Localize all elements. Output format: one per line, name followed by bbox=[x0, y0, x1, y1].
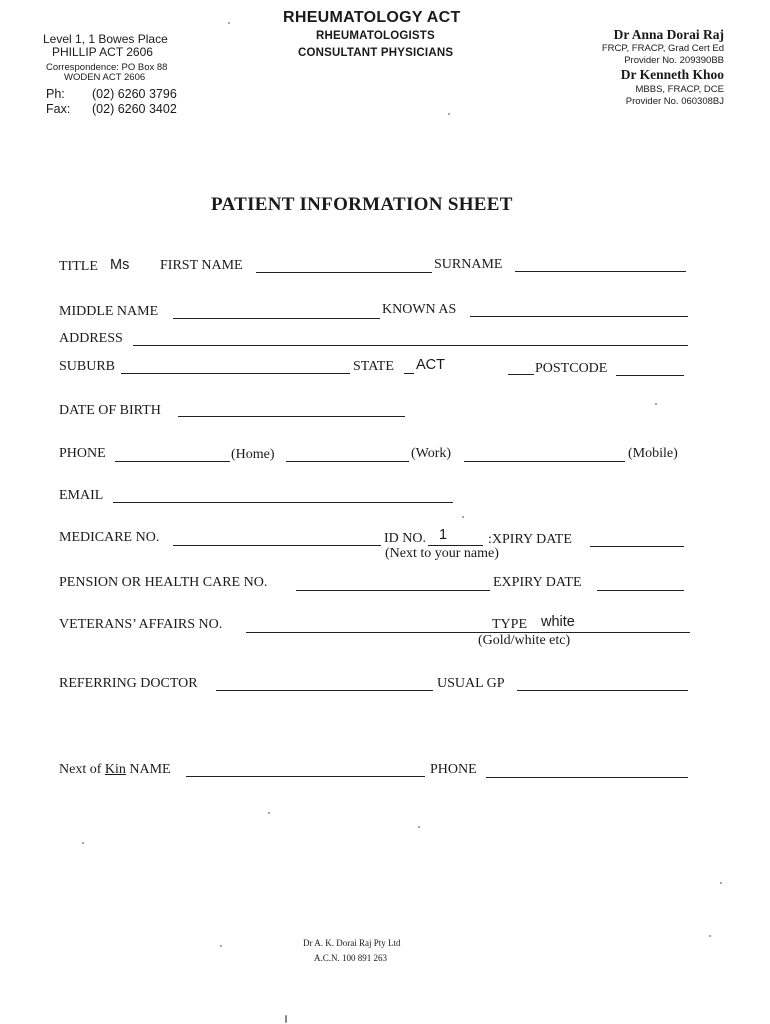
date-of-birth-label: DATE OF BIRTH bbox=[59, 403, 161, 418]
address-line-1: Level 1, 1 Bowes Place bbox=[43, 32, 168, 46]
mobile-label: (Mobile) bbox=[628, 446, 678, 461]
scan-speck bbox=[268, 812, 270, 814]
address-label: ADDRESS bbox=[59, 331, 123, 346]
scan-speck bbox=[720, 882, 722, 884]
doctor-2-credentials: MBBS, FRACP, DCE bbox=[635, 84, 724, 95]
doctor-2-name: Dr Kenneth Khoo bbox=[620, 67, 724, 82]
organisation-name: RHEUMATOLOGY ACT bbox=[283, 9, 461, 26]
address-field[interactable] bbox=[133, 345, 688, 346]
referring-doctor-label: REFERRING DOCTOR bbox=[59, 676, 198, 691]
card-type-value[interactable]: white bbox=[541, 614, 575, 630]
fax-label: Fax: bbox=[46, 102, 71, 116]
scan-speck bbox=[655, 403, 657, 405]
phone-label: Ph: bbox=[46, 87, 65, 101]
suburb-field[interactable] bbox=[121, 373, 350, 374]
pension-expiry-label: EXPIRY DATE bbox=[493, 575, 582, 590]
first-name-label: FIRST NAME bbox=[160, 258, 243, 273]
postcode-label: POSTCODE bbox=[535, 361, 608, 376]
known-as-label: KNOWN AS bbox=[382, 302, 457, 317]
next-of-kin-prefix: Next of bbox=[59, 762, 105, 777]
fax-number: (02) 6260 3402 bbox=[92, 102, 177, 116]
doctor-1-provider: Provider No. 209390BB bbox=[624, 55, 724, 66]
scan-speck bbox=[418, 826, 420, 828]
email-label: EMAIL bbox=[59, 488, 104, 503]
kin-phone-field[interactable] bbox=[486, 777, 688, 778]
medicare-label: MEDICARE NO. bbox=[59, 530, 160, 545]
date-of-birth-field[interactable] bbox=[178, 416, 405, 417]
organisation-subtitle-2: CONSULTANT PHYSICIANS bbox=[298, 47, 454, 59]
scan-speck bbox=[82, 842, 84, 844]
medicare-expiry-field[interactable] bbox=[590, 546, 684, 547]
work-phone-field[interactable] bbox=[286, 461, 409, 462]
pension-label: PENSION OR HEALTH CARE NO. bbox=[59, 575, 268, 590]
pension-expiry-field[interactable] bbox=[597, 590, 684, 591]
phone-label-field: PHONE bbox=[59, 446, 106, 461]
form-title: PATIENT INFORMATION SHEET bbox=[211, 194, 513, 215]
scan-speck bbox=[285, 1015, 287, 1023]
scan-speck bbox=[228, 22, 230, 24]
veterans-label: VETERANS’ AFFAIRS NO. bbox=[59, 617, 223, 632]
doctor-1-credentials: FRCP, FRACP, Grad Cert Ed bbox=[601, 43, 724, 54]
doctor-1-name: Dr Anna Dorai Raj bbox=[613, 27, 724, 42]
mobile-phone-field[interactable] bbox=[464, 461, 625, 462]
first-name-field[interactable] bbox=[256, 272, 432, 273]
organisation-subtitle-1: RHEUMATOLOGISTS bbox=[316, 30, 435, 42]
veterans-field[interactable] bbox=[246, 632, 690, 633]
medicare-expiry-label: :XPIRY DATE bbox=[488, 532, 572, 547]
scan-speck bbox=[220, 945, 222, 947]
correspondence-line-1: Correspondence: PO Box 88 bbox=[46, 62, 168, 73]
home-phone-field[interactable] bbox=[115, 461, 230, 462]
phone-number: (02) 6260 3796 bbox=[92, 87, 177, 101]
correspondence-line-2: WODEN ACT 2606 bbox=[64, 72, 146, 83]
title-label: TITLE bbox=[59, 259, 98, 274]
middle-name-field[interactable] bbox=[173, 318, 380, 319]
email-field[interactable] bbox=[113, 502, 453, 503]
postcode-field[interactable] bbox=[616, 375, 684, 376]
scan-speck bbox=[462, 516, 464, 518]
medicare-field[interactable] bbox=[173, 545, 381, 546]
work-label: (Work) bbox=[411, 446, 452, 461]
scan-speck bbox=[448, 113, 450, 115]
card-type-label: TYPE bbox=[492, 617, 527, 632]
next-of-kin-label bbox=[59, 762, 171, 778]
doctor-2-provider: Provider No. 060308BJ bbox=[625, 96, 724, 107]
suburb-label: SUBURB bbox=[59, 359, 116, 374]
id-no-label: ID NO. bbox=[384, 531, 426, 546]
postcode-leading-line bbox=[508, 374, 534, 375]
state-value[interactable]: ACT bbox=[416, 357, 445, 373]
state-field[interactable] bbox=[404, 373, 414, 374]
footer-company: Dr A. K. Dorai Raj Pty Ltd bbox=[303, 938, 401, 948]
middle-name-label: MIDDLE NAME bbox=[59, 304, 159, 319]
footer-acn: A.C.N. 100 891 263 bbox=[314, 953, 388, 963]
next-of-kin-name-text: NAME bbox=[125, 762, 171, 777]
address-line-2: PHILLIP ACT 2606 bbox=[52, 45, 153, 59]
usual-gp-label: USUAL GP bbox=[437, 676, 505, 691]
usual-gp-field[interactable] bbox=[517, 690, 688, 691]
scan-speck bbox=[709, 935, 711, 937]
known-as-field[interactable] bbox=[470, 316, 688, 317]
next-of-kin-name-field[interactable] bbox=[186, 776, 425, 777]
card-type-hint: (Gold/white etc) bbox=[478, 633, 571, 648]
state-label: STATE bbox=[353, 359, 394, 374]
referring-doctor-field[interactable] bbox=[216, 690, 433, 691]
title-value[interactable]: Ms bbox=[110, 257, 130, 273]
id-no-value[interactable]: 1 bbox=[439, 527, 448, 543]
next-to-name-note: (Next to your name) bbox=[385, 546, 499, 561]
kin-phone-label: PHONE bbox=[430, 762, 477, 777]
home-label: (Home) bbox=[231, 447, 275, 462]
surname-label: SURNAME bbox=[434, 257, 503, 272]
surname-field[interactable] bbox=[515, 271, 686, 272]
next-of-kin-kin: Kin bbox=[104, 762, 126, 777]
pension-field[interactable] bbox=[296, 590, 490, 591]
